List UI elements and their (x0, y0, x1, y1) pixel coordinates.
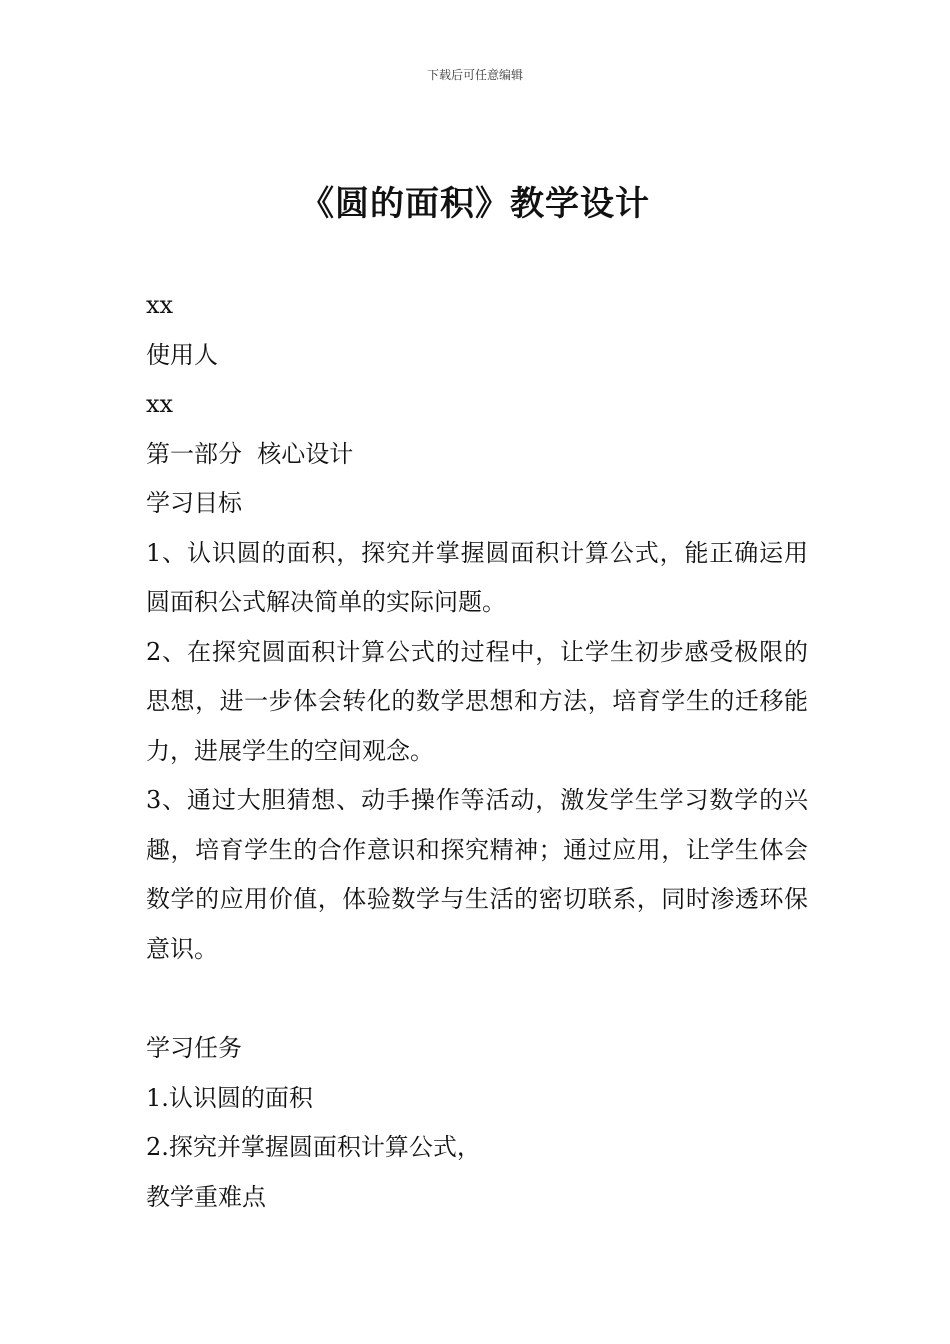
user-label: 使用人 (146, 340, 218, 369)
section-spacer (146, 974, 808, 1024)
task-item: 1.认识圆的面积 (146, 1083, 313, 1112)
document-title: 《圆的面积》教学设计 (300, 184, 650, 224)
task-item: 2.探究并掌握圆面积计算公式， (146, 1133, 481, 1161)
author-line: xx (146, 291, 174, 319)
part-heading: 第一部分 核心设计 (146, 439, 354, 468)
header-note: 下载后可任意编辑 (426, 68, 523, 82)
goals-heading: 学习目标 (146, 489, 242, 517)
tasks-heading: 学习任务 (146, 1034, 242, 1062)
document-body (146, 281, 808, 1222)
goal-item: 1、认识圆的面积，探究并掌握圆面积计算公式，能正确运用圆面积公式解决简单的实际问题。 (146, 538, 808, 616)
difficulty-heading: 教学重难点 (146, 1182, 266, 1211)
user-name: xx (146, 390, 174, 418)
goal-item: 2、在探究圆面积计算公式的过程中，让学生初步感受极限的思想，进一步体会转化的数学思想和方法，培育学生的迁移能力，进展学生的空间观念。 (146, 637, 808, 765)
goal-item: 3、通过大胆猜想、动手操作等活动，激发学生学习数学的兴趣，培育学生的合作意识和探究精神；通过应用，让学生体会数学的应用价值，体验数学与生活的密切联系，同时渗透环保意识。 (146, 786, 808, 963)
